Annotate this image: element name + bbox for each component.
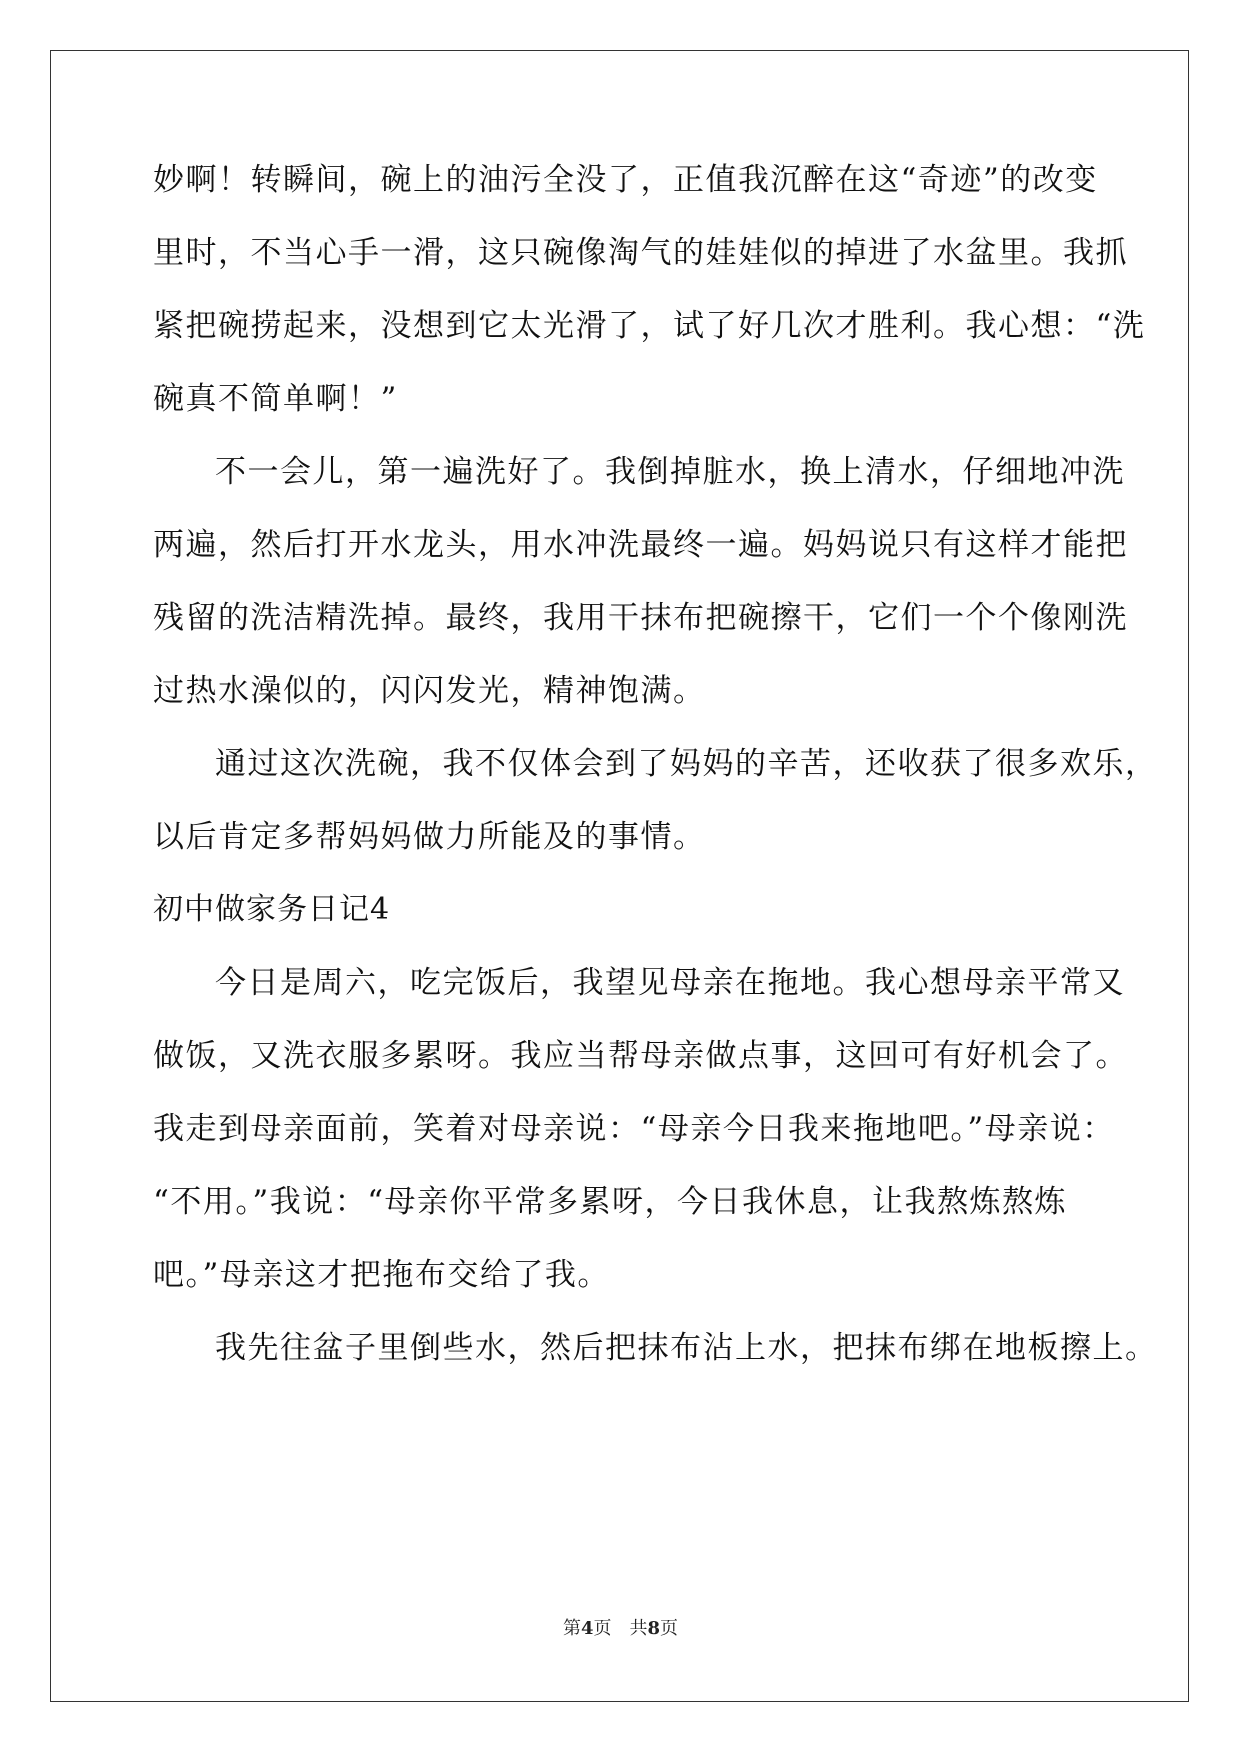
paragraph-first-line: 今日是周六，吃完饭后，我望见母亲在拖地。我心想母亲平常又 — [215, 965, 1125, 1001]
page-suffix: 页 — [593, 1618, 612, 1639]
total-suffix: 页 — [660, 1618, 679, 1639]
text-line: 做饭，又洗衣服多累呀。我应当帮母亲做点事，这回可有好机会了。 — [153, 1038, 1128, 1074]
text-line: 碗真不简单啊！” — [153, 381, 398, 417]
text-line: 两遍，然后打开水龙头，用水冲洗最终一遍。妈妈说只有这样才能把 — [153, 527, 1128, 563]
text-line: 紧把碗捞起来，没想到它太光滑了，试了好几次才胜利。我心想：“洗 — [153, 308, 1146, 344]
paragraph-first-line: 不一会儿，第一遍洗好了。我倒掉脏水，换上清水，仔细地冲洗 — [215, 454, 1125, 490]
text-line: 妙啊！转瞬间，碗上的油污全没了，正值我沉醉在这“奇迹”的改变 — [153, 162, 1098, 198]
total-prefix: 共 — [629, 1618, 648, 1639]
current-page-number: 4 — [580, 1618, 594, 1639]
page-footer — [0, 1614, 1241, 1640]
text-line: 我走到母亲面前，笑着对母亲说：“母亲今日我来拖地吧。”母亲说： — [153, 1111, 1115, 1147]
section-heading: 初中做家务日记4 — [153, 892, 391, 927]
total-page-number: 8 — [647, 1618, 661, 1639]
page-border — [50, 50, 1189, 1702]
text-line: 过热水澡似的，闪闪发光，精神饱满。 — [153, 673, 706, 709]
paragraph-first-line: 我先往盆子里倒些水，然后把抹布沾上水，把抹布绑在地板擦上。 — [215, 1330, 1158, 1366]
page-prefix: 第 — [562, 1618, 581, 1639]
paragraph-first-line: 通过这次洗碗，我不仅体会到了妈妈的辛苦，还收获了很多欢乐， — [215, 746, 1158, 782]
text-line: 残留的洗洁精洗掉。最终，我用干抹布把碗擦干，它们一个个像刚洗 — [153, 600, 1128, 636]
text-line: 以后肯定多帮妈妈做力所能及的事情。 — [153, 819, 706, 855]
text-line: 里时，不当心手一滑，这只碗像淘气的娃娃似的掉进了水盆里。我抓 — [153, 235, 1128, 271]
text-line: “不用。”我说：“母亲你平常多累呀，今日我休息，让我熬炼熬炼 — [153, 1184, 1068, 1220]
text-line: 吧。”母亲这才把拖布交给了我。 — [153, 1257, 610, 1293]
